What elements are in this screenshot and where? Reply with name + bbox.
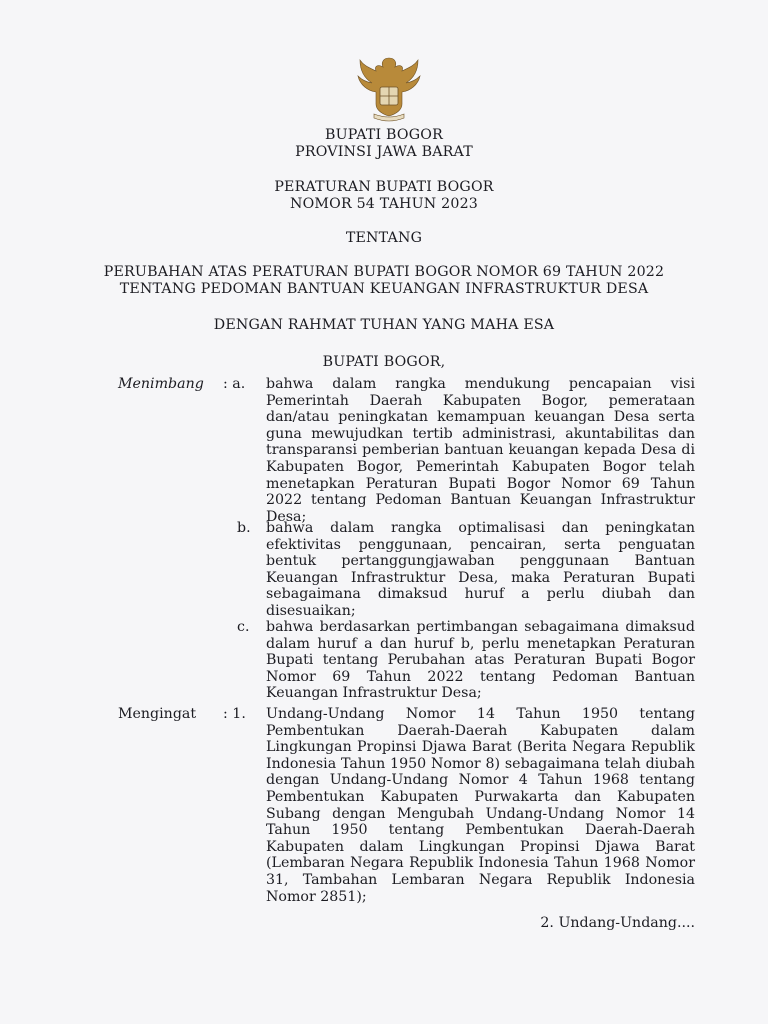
mengingat-label: Mengingat — [118, 706, 197, 722]
preamble-bupati: BUPATI BOGOR, — [322, 354, 446, 370]
regulation-number: NOMOR 54 TAHUN 2023 — [289, 196, 479, 212]
page-continuation: 2. Undang-Undang.... — [540, 915, 695, 931]
item-marker: b. — [237, 520, 251, 536]
issuer-heading — [0, 127, 768, 161]
subject-line-1: PERUBAHAN ATAS PERATURAN BUPATI BOGOR NOMOR 69 TAHUN 2022 — [103, 264, 665, 280]
issuer-title: BUPATI BOGOR — [324, 127, 444, 143]
issuer-province: PROVINSI JAWA BARAT — [295, 144, 473, 160]
item-text: Undang-Undang Nomor 14 Tahun 1950 tentang Pembentukan Daerah-Daerah Kabupaten dalam Lingkungan Propinsi Djawa Barat (Berita Negara Republik Indonesia Tahun 1950 Nomor 8) sebagaimana telah diubah dengan Undang-Undang Nomor 4 Tahun 1968 tentang Pembentukan Kabupaten Purwakarta dan Kabupaten Subang dengan Mengubah Undang-Undang Nomor 14 Tahun 1950 tentang Pembentukan Daerah-Daerah Kabupaten dalam Lingkungan Propinsi Djawa Barat (Lembaran Negara Republik Indonesia Tahun 1968 Nomor 31, Tambahan Lembaran Negara Republik Indonesia Nomor 2851); — [266, 706, 695, 905]
preamble-rahmat: DENGAN RAHMAT TUHAN YANG MAHA ESA — [213, 317, 555, 333]
item-marker: c. — [237, 619, 250, 635]
item-text: bahwa dalam rangka mendukung pencapaian visi Pemerintah Daerah Kabupaten Bogor, pemerataan dan/atau peningkatan kemampuan keuangan Desa serta guna mewujudkan tertib administrasi, akuntabilitas dan transparansi pemberian bantuan keuangan kepada Desa di Kabupaten Bogor, Pemerintah Kabupaten Bogor telah menetapkan Peraturan Bupati Bogor Nomor 69 Tahun 2022 tentang Pedoman Bantuan Keuangan Infrastruktur Desa; — [266, 376, 695, 525]
item-marker: : a. — [223, 376, 246, 392]
regulation-subject — [0, 264, 768, 298]
tentang-label: TENTANG — [345, 230, 423, 246]
menimbang-label: Menimbang — [118, 376, 204, 392]
regulation-title: PERATURAN BUPATI BOGOR — [274, 179, 494, 195]
item-text: bahwa berdasarkan pertimbangan sebagaimana dimaksud dalam huruf a dan huruf b, perlu menetapkan Peraturan Bupati tentang Perubahan atas Peraturan Bupati Bogor Nomor 69 Tahun 2022 tentang Pedoman Bantuan Keuangan Infrastruktur Desa; — [266, 619, 695, 702]
item-text: bahwa dalam rangka optimalisasi dan peningkatan efektivitas penggunaan, pencairan, serta penguatan bentuk pertanggungjawaban penggunaan Bantuan Keuangan Infrastruktur Desa, maka Peraturan Bupati sebagaimana dimaksud huruf a perlu diubah dan disesuaikan; — [266, 520, 695, 619]
regulation-heading — [0, 179, 768, 213]
garuda-emblem-icon — [350, 54, 428, 122]
subject-line-2: TENTANG PEDOMAN BANTUAN KEUANGAN INFRASTRUKTUR DESA — [119, 281, 649, 297]
item-marker: : 1. — [223, 706, 246, 722]
